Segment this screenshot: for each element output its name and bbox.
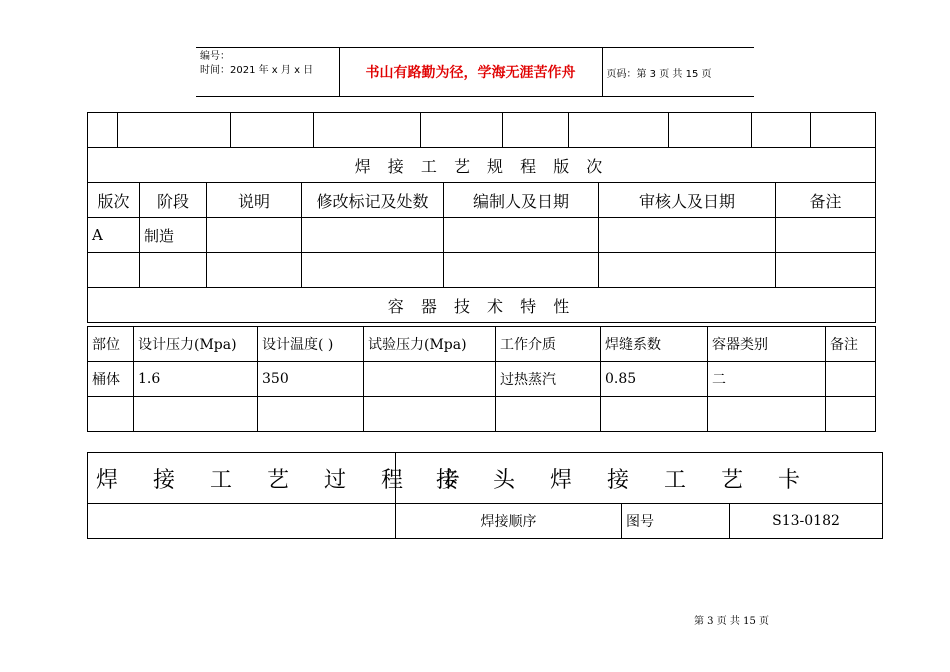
blank-grid-row — [88, 113, 876, 148]
table-cell — [207, 218, 302, 253]
grid-cell — [568, 113, 668, 147]
table-cell — [140, 253, 207, 288]
column-header: 容器类别 — [708, 327, 826, 362]
column-header: 审核人及日期 — [599, 183, 776, 218]
version-header-row — [88, 183, 876, 218]
grid-cell — [313, 113, 420, 147]
grid-cell — [751, 113, 810, 147]
drawing-label: 图号 — [622, 504, 730, 539]
table-cell: 二 — [708, 362, 826, 397]
blank-grid — [88, 113, 876, 147]
version-section-title: 焊 接 工 艺 规 程 版 次 — [88, 148, 876, 183]
grid-cell — [502, 113, 568, 147]
table-cell — [776, 218, 876, 253]
column-header: 工作介质 — [496, 327, 601, 362]
motto: 书山有路勤为径，学海无涯苦作舟 — [339, 48, 602, 97]
table-cell: 过热蒸汽 — [496, 362, 601, 397]
table-cell — [207, 253, 302, 288]
table-row — [88, 397, 876, 432]
table-cell — [599, 218, 776, 253]
column-header: 版次 — [88, 183, 140, 218]
table-cell — [88, 253, 140, 288]
column-header: 修改标记及处数 — [302, 183, 444, 218]
vessel-table — [87, 326, 876, 432]
footer-page-number: 第 3 页 共 15 页 — [694, 616, 769, 627]
table-cell — [708, 397, 826, 432]
time-label: 时间：2021 年 x 月 x 日 — [200, 65, 314, 76]
joint-card-title: 接 头 焊 接 工 艺 卡 — [396, 453, 883, 504]
column-header: 编制人及日期 — [444, 183, 599, 218]
table-cell — [88, 504, 396, 539]
table-cell: 制造 — [140, 218, 207, 253]
column-header: 部位 — [88, 327, 134, 362]
table-cell — [88, 397, 134, 432]
table-cell — [826, 397, 876, 432]
table-cell: 350 — [258, 362, 364, 397]
table-cell — [826, 362, 876, 397]
sequence-label: 焊接顺序 — [396, 504, 622, 539]
table-cell: 桶体 — [88, 362, 134, 397]
table-row — [88, 362, 876, 397]
version-table — [87, 112, 876, 323]
table-cell — [444, 218, 599, 253]
process-card-title: 焊 接 工 艺 过 程 卡 — [88, 453, 396, 504]
column-header: 焊缝系数 — [601, 327, 708, 362]
grid-cell — [810, 113, 876, 147]
table-cell — [258, 397, 364, 432]
grid-cell — [230, 113, 313, 147]
table-cell — [364, 362, 496, 397]
vessel-header-row — [88, 327, 876, 362]
table-cell — [444, 253, 599, 288]
grid-cell — [88, 113, 117, 147]
table-cell — [776, 253, 876, 288]
column-header: 备注 — [776, 183, 876, 218]
grid-cell — [668, 113, 751, 147]
table-cell — [302, 218, 444, 253]
table-row — [88, 218, 876, 253]
header-meta — [196, 48, 339, 97]
column-header: 阶段 — [140, 183, 207, 218]
process-card-table — [87, 452, 883, 539]
table-cell — [601, 397, 708, 432]
grid-cell — [420, 113, 502, 147]
vessel-section-title: 容 器 技 术 特 性 — [88, 288, 876, 323]
table-cell: 0.85 — [601, 362, 708, 397]
table-cell — [302, 253, 444, 288]
number-label: 编号： — [200, 51, 230, 62]
column-header: 设计温度( ) — [258, 327, 364, 362]
table-cell — [134, 397, 258, 432]
drawing-number: S13-0182 — [730, 504, 883, 539]
table-cell — [496, 397, 601, 432]
page-info: 页码：第 3 页 共 15 页 — [602, 48, 754, 97]
table-cell: 1.6 — [134, 362, 258, 397]
table-row — [88, 253, 876, 288]
table-cell — [364, 397, 496, 432]
table-cell: A — [88, 218, 140, 253]
table-cell — [599, 253, 776, 288]
document-header — [196, 47, 754, 97]
column-header: 备注 — [826, 327, 876, 362]
column-header: 说明 — [207, 183, 302, 218]
grid-cell — [117, 113, 230, 147]
column-header: 设计压力(Mpa) — [134, 327, 258, 362]
column-header: 试验压力(Mpa) — [364, 327, 496, 362]
